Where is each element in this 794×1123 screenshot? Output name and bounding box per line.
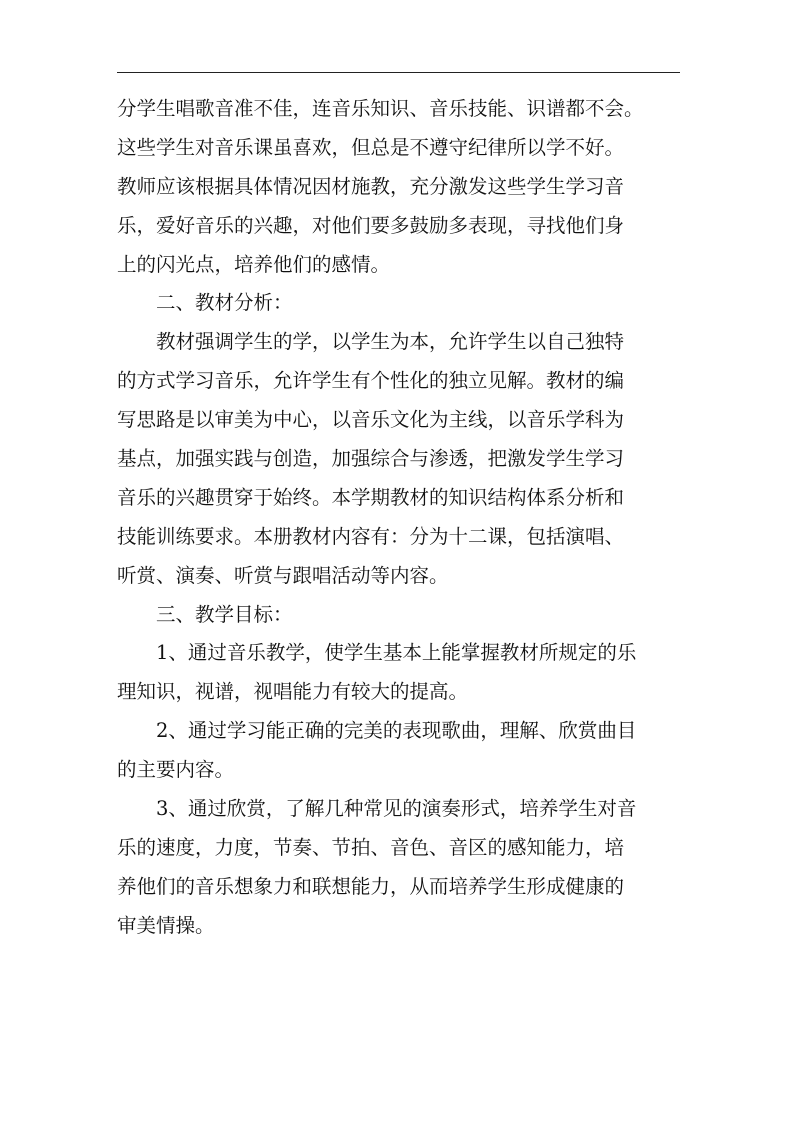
body-line: 教师应该根据具体情况因材施教，充分激发这些学生学习音 [117,174,625,198]
body-line: 教材强调学生的学，以学生为本，允许学生以自己独特 [156,330,625,354]
list-item: 3、通过欣赏，了解几种常见的演奏形式，培养学生对音 [156,797,637,821]
header-rule [117,72,680,73]
list-item: 1、通过音乐教学，使学生基本上能掌握教材所规定的乐 [156,641,637,665]
body-line: 的方式学习音乐，允许学生有个性化的独立见解。教材的编 [117,369,625,393]
body-line: 的主要内容。 [117,758,235,782]
body-line: 写思路是以审美为中心，以音乐文化为主线，以音乐学科为 [117,408,625,432]
body-line: 乐的速度，力度，节奏、节拍、音色、音区的感知能力，培 [117,835,625,859]
body-line: 分学生唱歌音准不佳，连音乐知识、音乐技能、识谱都不会。 [117,97,644,120]
section-heading: 三、教学目标： [156,602,293,626]
body-line: 听赏、演奏、听赏与跟唱活动等内容。 [117,563,449,587]
body-line: 这些学生对音乐课虽喜欢，但总是不遵守纪律所以学不好。 [117,135,625,159]
section-heading: 二、教材分析： [156,291,293,315]
body-line: 技能训练要求。本册教材内容有：分为十二课，包括演唱、 [117,524,625,548]
body-line: 审美情操。 [117,913,215,937]
list-item: 2、通过学习能正确的完美的表现歌曲，理解、欣赏曲目 [156,719,637,743]
body-line: 上的闪光点，培养他们的感情。 [117,252,391,276]
body-line: 乐，爱好音乐的兴趣，对他们要多鼓励多表现，寻找他们身 [117,213,625,237]
body-line: 音乐的兴趣贯穿于始终。本学期教材的知识结构体系分析和 [117,485,625,509]
body-line: 理知识，视谱，视唱能力有较大的提高。 [117,680,469,704]
document-body [117,90,692,946]
body-line: 养他们的音乐想象力和联想能力，从而培养学生形成健康的 [117,874,625,898]
body-line: 基点，加强实践与创造，加强综合与渗透，把激发学生学习 [117,447,625,471]
